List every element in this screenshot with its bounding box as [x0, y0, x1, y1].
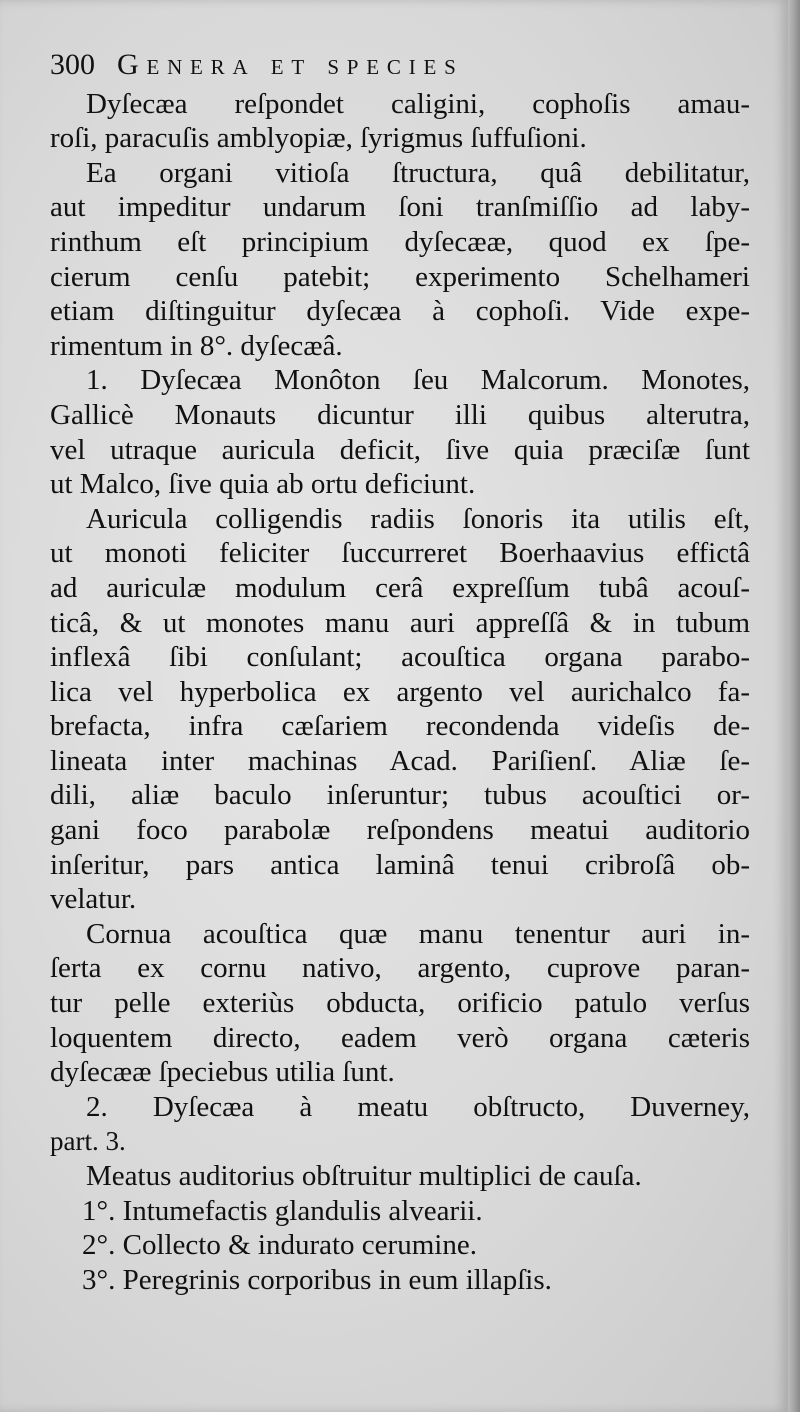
text-line: cierum cenſu patebit; experimento Schelhameri — [50, 260, 750, 293]
text-line: 2°. Collecto & indurato cerumine. — [82, 1229, 477, 1262]
text-line: lica vel hyperbolica ex argento vel aurichalco fa- — [50, 675, 750, 708]
text-line: ut monoti feliciter ſuccurreret Boerhaavius effictâ — [50, 537, 750, 570]
text-line: Ea organi vitioſa ſtructura, quâ debilitatur, — [86, 156, 750, 189]
text-line: brefacta, infra cæſariem recondenda videſis de- — [50, 710, 750, 743]
text-line: rinthum eſt principium dyſecææ, quod ex ſpe- — [50, 225, 750, 258]
page-header — [50, 48, 750, 83]
text-line: Auricula colligendis radiis ſonoris ita utilis eſt, — [86, 502, 750, 535]
page-text — [50, 48, 750, 1297]
text-line: rimentum in 8°. dyſecæâ. — [50, 329, 343, 362]
body-text — [50, 87, 750, 1298]
text-line: Gallicè Monauts dicuntur illi quibus alterutra, — [50, 398, 750, 431]
paragraph — [50, 156, 750, 364]
text-line: Cornua acouſtica quæ manu tenentur auri in- — [86, 917, 750, 950]
text-line: 3°. Peregrinis corporibus in eum illapſis. — [82, 1263, 552, 1296]
page-edge — [788, 0, 800, 1412]
text-line: 1°. Intumefactis glandulis alvearii. — [82, 1194, 483, 1227]
text-line: dili, aliæ baculo inſeruntur; tubus acouſtici or- — [50, 779, 750, 812]
text-line: ut Malco, ſive quia ab ortu deficiunt. — [50, 468, 476, 501]
text-line: tur pelle exteriùs obducta, orificio patulo verſus — [50, 987, 750, 1020]
paragraph — [50, 1159, 750, 1297]
text-line: 1. Dyſecæa Monôton ſeu Malcorum. Monotes, — [86, 364, 750, 397]
paragraph — [50, 1090, 750, 1159]
text-line: Meatus auditorius obſtruitur multiplici de cauſa. — [86, 1160, 642, 1192]
text-line: gani foco parabolæ reſpondens meatui auditorio — [50, 814, 750, 847]
text-line: dyſecææ ſpeciebus utilia ſunt. — [50, 1056, 395, 1089]
text-line: etiam diſtinguitur dyſecæa à cophoſi. Vide expe- — [50, 295, 750, 328]
text-line: inſeritur, pars antica laminâ tenui cribroſâ ob- — [50, 848, 750, 881]
text-line: velatur. — [50, 883, 137, 916]
text-line: loquentem directo, eadem verò organa cæteris — [50, 1021, 750, 1054]
text-line: Dyſecæa reſpondet caligini, cophoſis amau- — [86, 87, 750, 120]
running-title: Genera et species — [117, 48, 464, 81]
text-line: ad auriculæ modulum cerâ expreſſum tubâ acouſ- — [50, 571, 750, 604]
paragraph — [50, 87, 750, 156]
paragraph — [50, 502, 750, 917]
text-line: part. 3. — [50, 1126, 126, 1157]
text-line: lineata inter machinas Acad. Pariſienſ. Aliæ ſe- — [50, 744, 750, 777]
text-line: roſi, paracuſis amblyopiæ, ſyrigmus ſuffuſioni. — [50, 122, 587, 155]
paragraph — [50, 363, 750, 501]
text-line: aut impeditur undarum ſoni tranſmiſſio ad laby- — [50, 191, 750, 224]
text-line: 2. Dyſecæa à meatu obſtructo, Duverney, — [86, 1090, 750, 1123]
paragraph — [50, 917, 750, 1090]
text-line: ſerta ex cornu nativo, argento, cuprove paran- — [50, 952, 750, 985]
text-line: inflexâ ſibi conſulant; acouſtica organa parabo- — [50, 641, 750, 674]
page-number: 300 — [50, 48, 95, 81]
text-line: ticâ, & ut monotes manu auri appreſſâ & in tubum — [50, 606, 750, 639]
text-line: vel utraque auricula deficit, ſive quia præciſæ ſunt — [50, 433, 750, 466]
